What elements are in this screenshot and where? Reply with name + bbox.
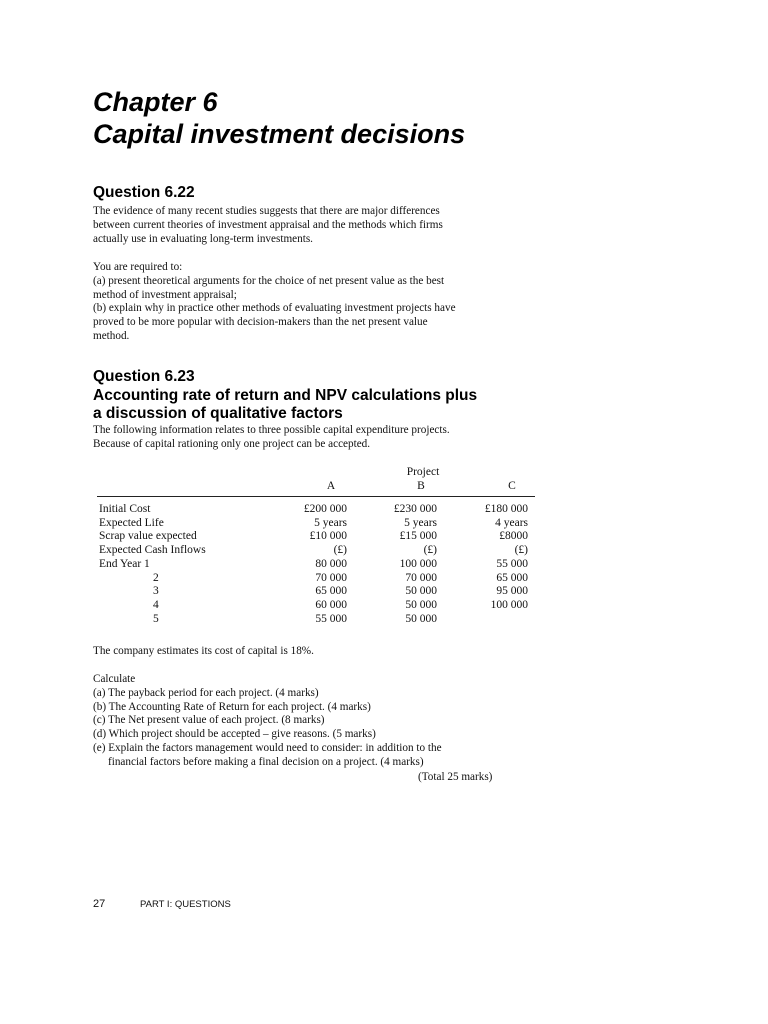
row-label: Scrap value expected	[99, 530, 197, 543]
cell-project-a: 5 years	[314, 516, 347, 529]
cell-project-b: £15 000	[399, 530, 437, 543]
row-label: Expected Cash Inflows	[99, 544, 206, 557]
cell-project-b: 50 000	[405, 598, 437, 611]
table-row	[97, 517, 535, 531]
calculate-list: Calculate (a) The payback period for each project. (4 marks) (b) The Accounting Rate of Return for each project. (4 marks) (c) The Net present value of each project. (8 marks) (d) Which project should be accepted – give reasons. (5 marks) (e) Explain the factors management would need to consider: in addition to the financial factors before making a final decision on a project. (4 marks)	[93, 673, 442, 768]
table-divider	[97, 496, 535, 497]
row-label: 5	[153, 612, 159, 625]
column-header-c: C	[508, 480, 516, 492]
cell-project-a: (£)	[333, 544, 347, 557]
table-row	[97, 558, 535, 572]
column-header-b: B	[417, 480, 425, 492]
cell-project-a: 70 000	[315, 571, 347, 584]
cell-project-a: £200 000	[303, 503, 347, 515]
cell-project-b: 50 000	[405, 585, 437, 598]
cell-project-b: 70 000	[405, 571, 437, 584]
question-6-22-heading: Question 6.22	[93, 184, 195, 201]
cell-project-b: 50 000	[405, 612, 437, 625]
table-row	[97, 530, 535, 544]
row-label: 3	[153, 585, 159, 598]
question-6-22-requirements: You are required to: (a) present theoretical arguments for the choice of net present value as the best method of investment appraisal; (b) explain why in practice other methods of evaluating investment projects have proved to be more popular with decision-makers than the net present value method.	[93, 261, 456, 342]
row-label: Initial Cost	[99, 503, 151, 515]
table-row	[97, 599, 535, 613]
cell-project-a: 60 000	[315, 598, 347, 611]
column-header-a: A	[326, 480, 336, 492]
table-row	[97, 544, 535, 558]
row-label: 4	[153, 598, 159, 611]
cell-project-c: £180 000	[484, 503, 528, 515]
question-6-23-intro: The following information relates to three possible capital expenditure projects. Because of capital rationing only one project can be accepted.	[93, 424, 450, 450]
chapter-number: Chapter 6	[93, 87, 218, 117]
row-label: End Year 1	[99, 557, 150, 570]
total-marks: (Total 25 marks)	[418, 771, 493, 783]
cell-project-b: (£)	[423, 544, 437, 557]
cost-of-capital-note: The company estimates its cost of capital is 18%.	[93, 645, 314, 657]
cell-project-c: 4 years	[495, 516, 528, 529]
cell-project-b: £230 000	[393, 503, 437, 515]
cell-project-c: 95 000	[496, 585, 528, 598]
cell-project-c: 100 000	[490, 598, 528, 611]
table-group-header: Project	[406, 466, 440, 478]
cell-project-c: (£)	[514, 544, 528, 557]
cell-project-c: 55 000	[496, 557, 528, 570]
row-label: Expected Life	[99, 516, 164, 529]
cell-project-b: 100 000	[399, 557, 437, 570]
cell-project-a: £10 000	[309, 530, 347, 543]
cell-project-a: 80 000	[315, 557, 347, 570]
chapter-title	[93, 86, 465, 150]
cell-project-c: 65 000	[496, 571, 528, 584]
table-row	[97, 585, 535, 599]
cell-project-a: 65 000	[315, 585, 347, 598]
chapter-name: Capital investment decisions	[93, 119, 466, 149]
section-label: PART I: QUESTIONS	[140, 899, 231, 910]
table-row	[97, 613, 535, 627]
page-number: 27	[93, 898, 106, 910]
cell-project-c: £8000	[499, 530, 528, 543]
cell-project-b: 5 years	[404, 516, 437, 529]
row-label: 2	[153, 571, 159, 584]
question-6-23-heading: Question 6.23 Accounting rate of return and NPV calculations plus a discussion of qualitative factors	[93, 368, 478, 422]
question-6-22-intro: The evidence of many recent studies suggests that there are major differences between current theories of investment appraisal and the methods which firms actually use in evaluating long-term investments.	[93, 205, 443, 245]
cell-project-a: 55 000	[315, 612, 347, 625]
table-row	[97, 572, 535, 586]
table-row	[97, 503, 535, 517]
